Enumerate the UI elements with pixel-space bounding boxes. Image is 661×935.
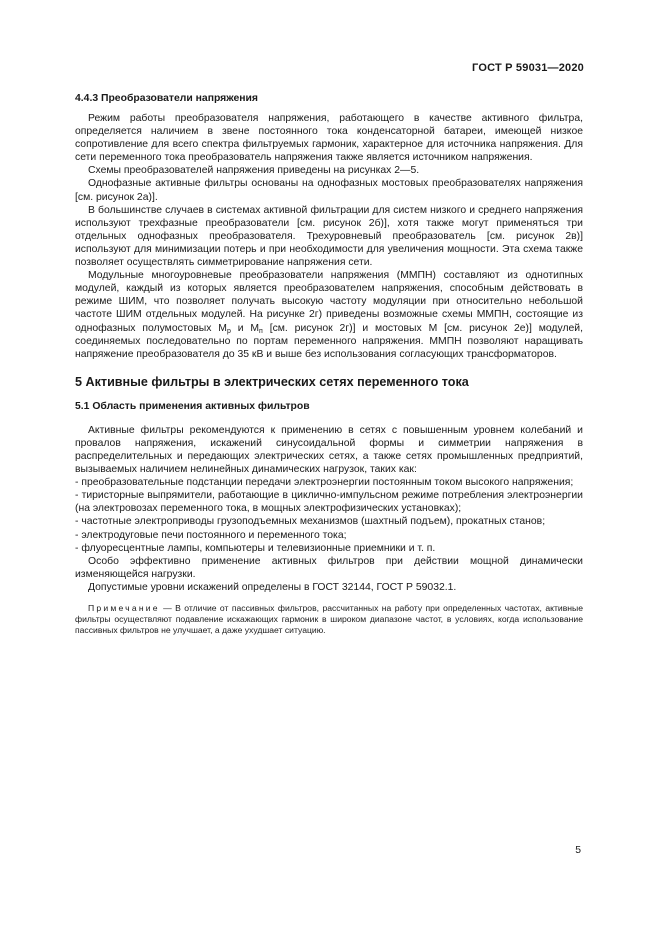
paragraph: В большинстве случаев в системах активной фильтрации для систем низкого и среднего напряжения используют трехфазные преобразователи [см. рисунок 2б)], хотя также могут применяться три отдельных однофазных преобразователя. Трехуровневый преобразователь [см. рисунок 2в)] используют для минимизации потерь и при необходимости для увеличения мощности. Эта схема также позволяет осуществлять симметрирование напряжения сети. (75, 204, 583, 269)
mmpn-text-2: и M (230, 322, 260, 334)
section-5-title: 5 Активные фильтры в электрических сетях переменного тока (75, 374, 469, 389)
document-id: ГОСТ Р 59031—2020 (472, 62, 584, 74)
mmpn-text-1: Модульные многоуровневые преобразователи напряжения (ММПН) составляют из однотипных модулей, каждый из которых является преобразователем напряжения, способным действовать в режиме ШИМ, что позволяет получать высокую частоту модуляции при относительно небольшой частоте ШИМ отдельных модулей. На рисунке 2г) приведены возможные схемы ММПН, состоящие из однофазных полумостовых M (75, 270, 583, 334)
subscript-n: п (259, 327, 263, 335)
list-item: - преобразовательные подстанции передачи электроэнергии постоянным током высокого напряжения; (75, 477, 574, 489)
list-item: - флуоресцентные лампы, компьютеры и телевизионные приемники и т. п. (75, 542, 436, 554)
load-list (75, 476, 583, 555)
paragraph: Особо эффективно применение активных фильтров при действии мощной динамически изменяющейся нагрузки. (75, 555, 583, 580)
section-5-1-title: 5.1 Область применения активных фильтров (75, 400, 310, 412)
section-4-4-3-title: 4.4.3 Преобразователи напряжения (75, 93, 258, 104)
paragraph: Схемы преобразователей напряжения приведены на рисунках 2—5. (88, 165, 420, 177)
note-text: — В отличие от пассивных фильтров, рассчитанных на работу при определенных частотах, активные фильтры осуществляют подавление искажающих гармоник в широком диапазоне частот, в условиях, когда использование пассивных фильтров не улучшает, а даже ухудшает ситуацию. (75, 603, 583, 636)
page-content (75, 92, 583, 637)
note-label: Примечание (88, 603, 160, 613)
list-item: - электродуговые печи постоянного и переменного тока; (75, 529, 347, 541)
paragraph: Активные фильтры рекомендуются к применению в сетях с повышенным уровнем колебаний и провалов напряжения, искажений синусоидальной формы и симметрии напряжения в распределительных и передающих электрических сетях, а также сетях промышленных предприятий, вызываемых наличием нелинейных динамических нагрузок, таких как: (75, 424, 583, 476)
subscript-p: p (226, 327, 231, 335)
note (75, 603, 583, 637)
page-number: 5 (575, 845, 581, 856)
list-item: - частотные электроприводы грузоподъемных механизмов (шахтный подъем), прокатных станов; (75, 516, 546, 528)
paragraph: Допустимые уровни искажений определены в ГОСТ 32144, ГОСТ Р 59032.1. (88, 581, 457, 593)
paragraph: Режим работы преобразователя напряжения, работающего в качестве активного фильтра, определяется наличием в звене постоянного тока конденсаторной батареи, имеющей низкое сопротивление для всего спектра фильтруемых гармоник, характерное для источника напряжения. Для сети переменного тока преобразователь напряжения также является источником напряжения. (75, 113, 583, 164)
paragraph: Однофазные активные фильтры основаны на однофазных мостовых преобразователях напряжения [см. рисунок 2а)]. (75, 178, 583, 203)
list-item: - тиристорные выпрямители, работающие в циклично-импульсном режиме потребления электроэнергии (на электровозах переменного тока, в мощных электрофизических установках); (75, 490, 583, 515)
mmpn-text-3: [см. рисунок 2г)] и мостовых M [см. рисунок 2е)] модулей, соединяемых последовательно по портам переменного напряжения. ММПН позволяют наращивать напряжение преобразователя до 35 кВ и выше без использования согласующих трансформаторов. (75, 322, 583, 360)
paragraph-mmpn (75, 269, 583, 361)
